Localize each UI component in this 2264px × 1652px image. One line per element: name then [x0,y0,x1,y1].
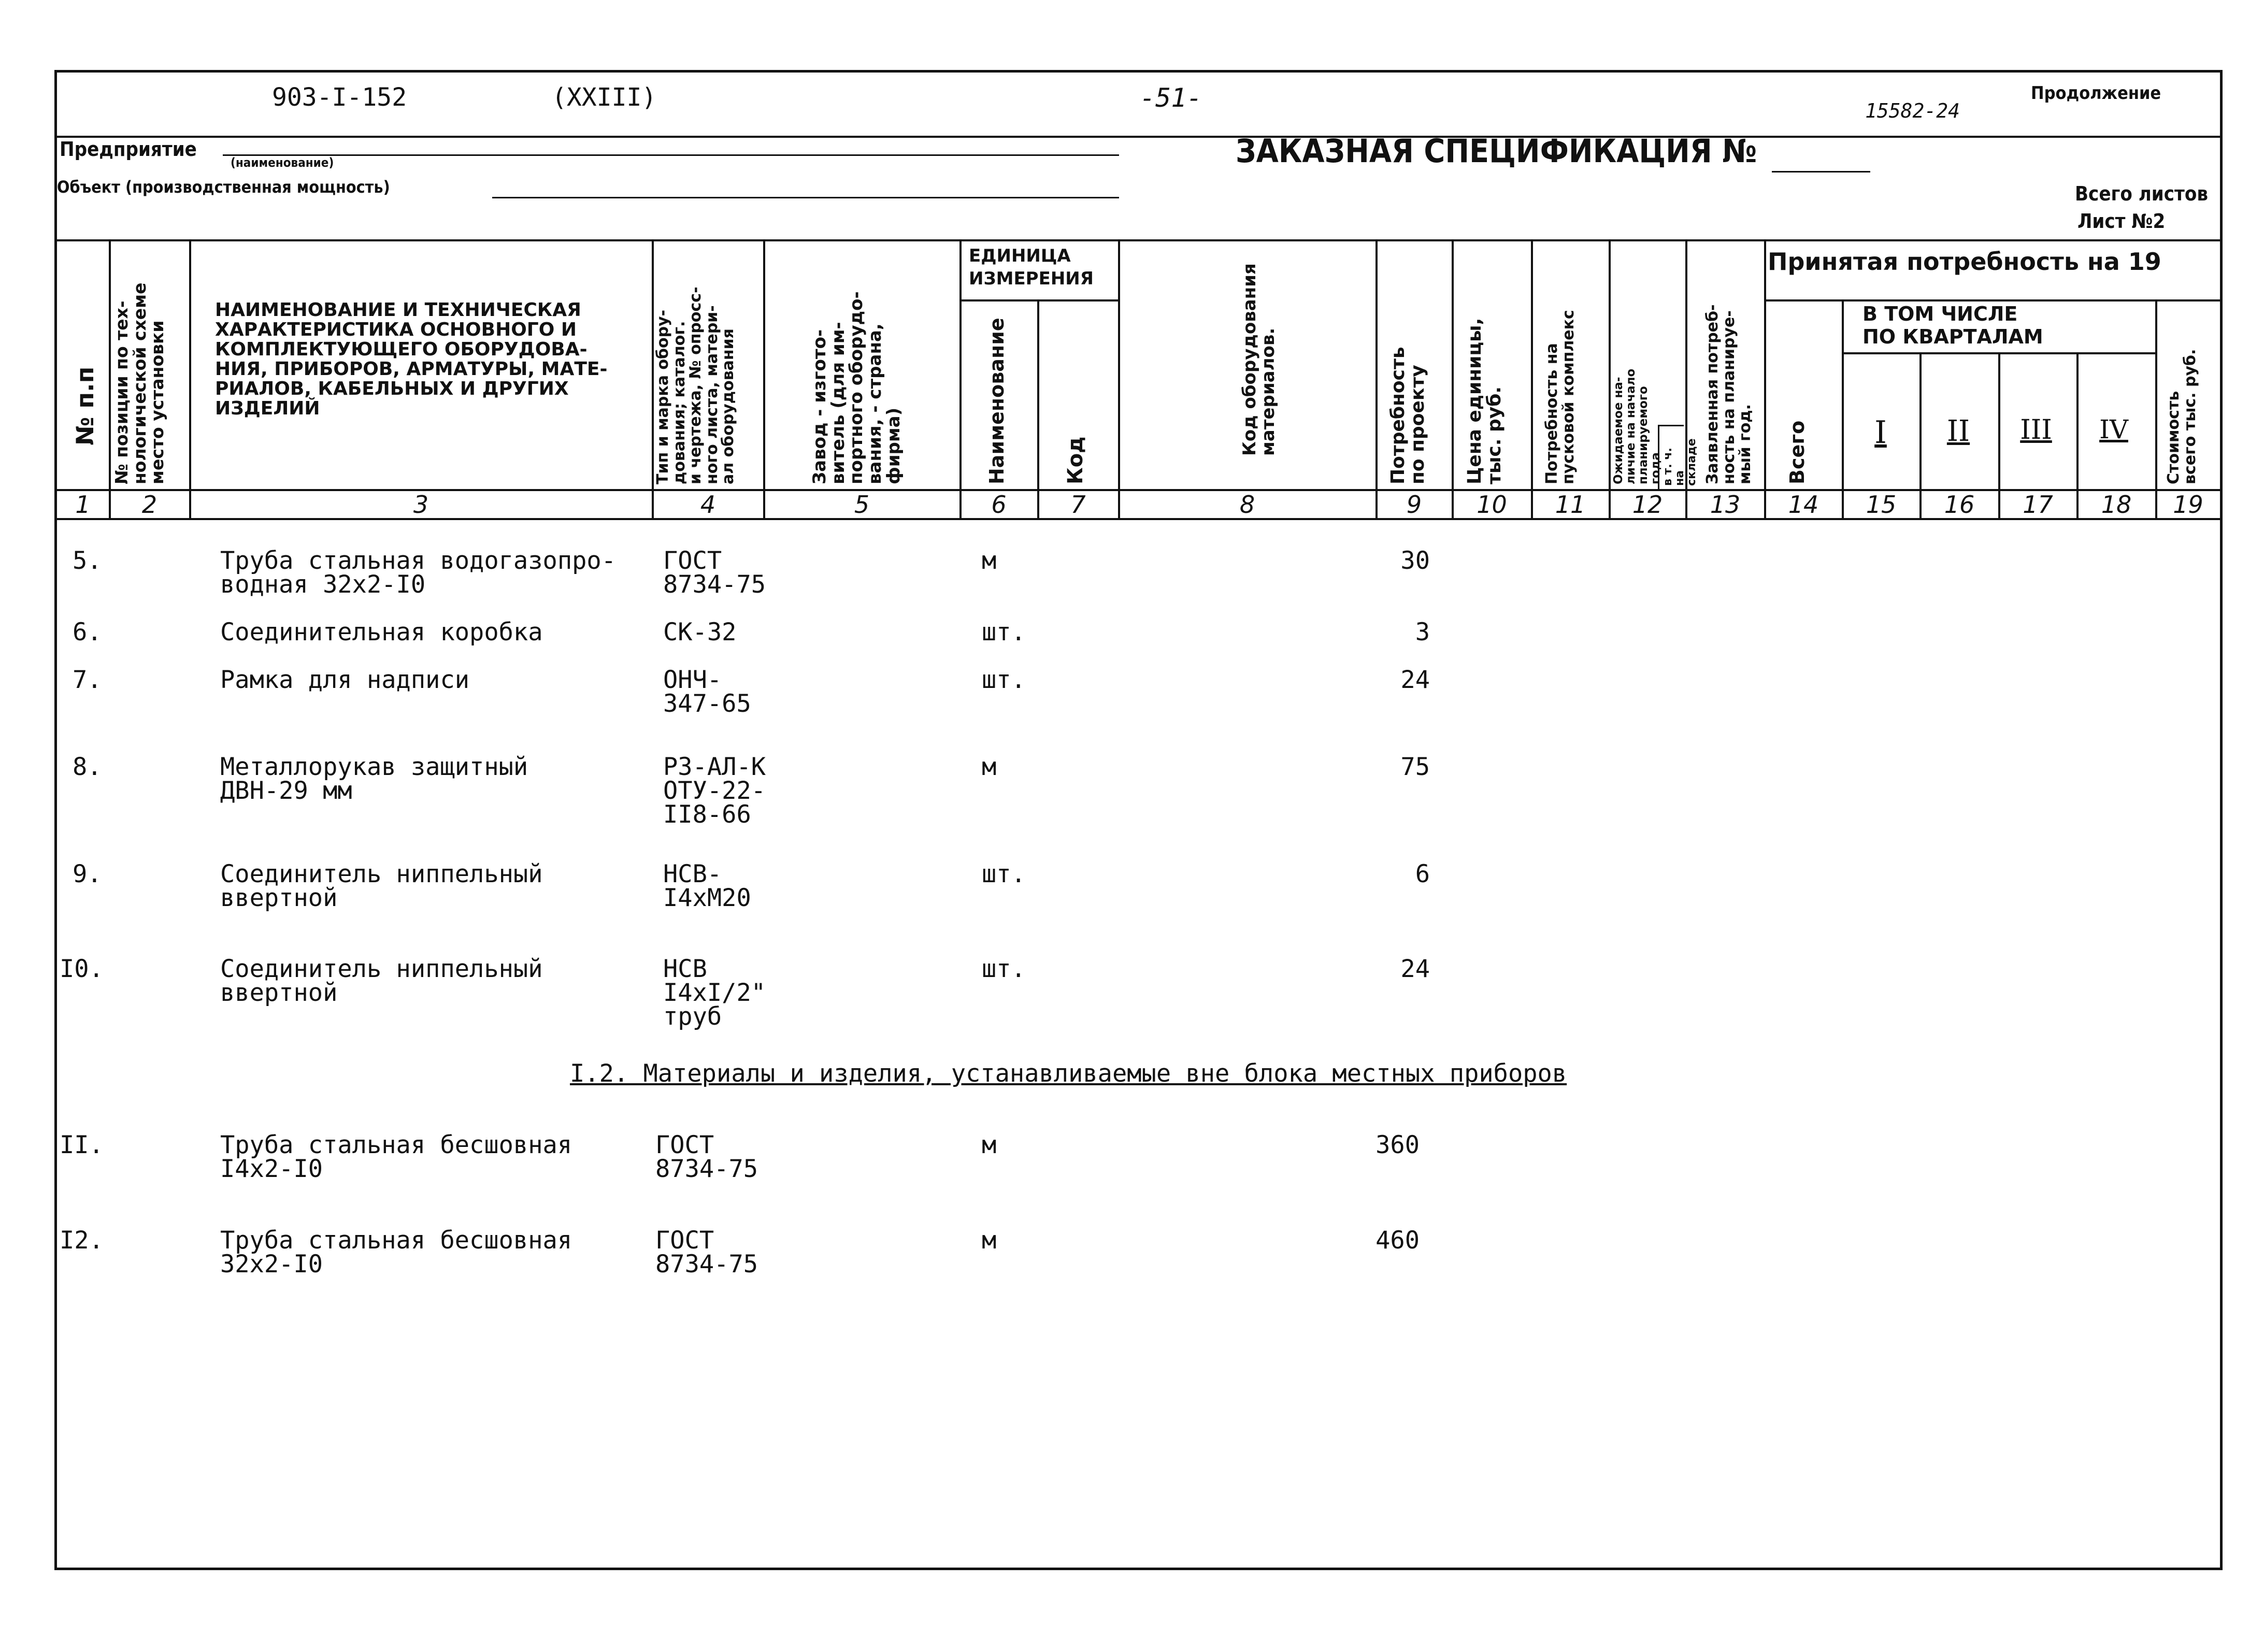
row-number: II. [60,1131,104,1159]
col-number-5: 5 [854,491,870,519]
header-equipment-code: Код оборудования материалов. [1239,263,1279,456]
col-line-7 [1118,239,1120,518]
header-declared-need: Заявленная потреб- ность на планируе- мый год. [1703,304,1754,484]
header-unit-name: Наименование [985,318,1008,484]
col-number-10: 10 [1477,491,1507,519]
row-unit: м [982,753,997,781]
sheet-number: Лист №2 [2077,210,2166,233]
header-accepted-need: Принятая потребность на 19 [1768,248,2161,276]
col-line-6 [1037,299,1039,518]
continuation-label: Продолжение [2031,83,2161,104]
header-unit: ЕДИНИЦА ИЗМЕРЕНИЯ [969,246,1094,289]
accepted-split-line [1764,299,2223,301]
header-quarters: В ТОМ ЧИСЛЕ ПО КВАРТАЛАМ [1862,303,2043,348]
header-unit-price: Цена единицы, тыс. руб. [1464,318,1505,484]
header-item-number: № п.п [71,366,99,446]
row-type: НСВ I4xI/2" труб [663,955,766,1031]
row-number: I2. [60,1226,104,1255]
row-name: Соединительная коробка [220,618,543,647]
row-unit: м [982,1226,997,1255]
col-line-8 [1375,239,1378,518]
row-name: Соединитель ниппельный ввертной [220,955,543,1007]
row-quantity: 24 [1400,666,1430,694]
header-manufacturer: Завод - изгото- витель (для им- портного оборудо- вания, - страна, фирма) [809,291,904,484]
header-quarter-4: IV [2099,414,2128,444]
col-number-6: 6 [991,491,1007,519]
col-number-15: 15 [1866,491,1897,519]
row-quantity: 3 [1415,618,1430,647]
row-quantity: 30 [1400,547,1430,575]
col-number-2: 2 [141,491,157,519]
col-line-13 [1764,239,1766,518]
row-name: Металлорукав защитный ДВН-29 мм [220,753,528,805]
col-number-14: 14 [1788,491,1819,519]
row-name: Соединитель ниппельный ввертной [220,860,543,912]
col-line-18 [2155,299,2157,518]
col-line-9 [1452,239,1454,518]
enterprise-line [223,154,1119,156]
rule [54,136,2223,138]
col-number-8: 8 [1239,491,1255,519]
header-expected: Ожидаемое на- личие на начало планируемого года [1612,368,1663,484]
header-unit-code: Код [1064,436,1087,484]
row-name: Труба стальная бесшовная I4x2-I0 [220,1131,572,1183]
row-unit: шт. [982,618,1026,647]
col-line-2 [189,239,191,518]
row-unit: шт. [982,666,1026,694]
col-number-7: 7 [1070,491,1086,519]
col-number-12: 12 [1632,491,1663,519]
row-type: ГОСТ 8734-75 [663,547,766,599]
row-unit: м [982,1131,997,1159]
header-position: № позиции по тех- нологической схеме место установки [111,282,168,484]
row-type: РЗ-АЛ-К ОТУ-22- II8-66 [663,753,766,829]
header-total: Всего [1786,420,1809,484]
col-number-13: 13 [1710,491,1741,519]
row-type: СК-32 [663,618,737,647]
col-number-16: 16 [1944,491,1975,519]
page-number: -51- [1140,83,1202,113]
page-frame [54,70,2223,1570]
row-unit: шт. [982,860,1026,888]
header-project-need: Потребность по проекту [1387,347,1428,484]
col-number-19: 19 [2173,491,2203,519]
spec-number-line [1772,171,1870,173]
row-number: 8. [73,753,102,781]
header-quarter-3: III [2020,414,2052,446]
row-number: 9. [73,860,102,888]
col-line-5 [959,239,962,518]
col-number-11: 11 [1555,491,1586,519]
row-unit: м [982,547,997,575]
total-sheets: Всего листов [2075,182,2208,205]
col-number-1: 1 [75,491,91,519]
row-type: ОНЧ- 347-65 [663,666,751,718]
header-name: НАИМЕНОВАНИЕ И ТЕХНИЧЕСКАЯ ХАРАКТЕРИСТИКА ОСНОВНОГО И КОМПЛЕКТУЮЩЕГО ОБОРУДОВА- НИЯ, ПРИБОРОВ, АРМАТУРЫ, МАТЕ- РИАЛОВ, КАБЕЛЬНЫХ И ДРУГИХ ИЗДЕЛИЙ [215,299,608,419]
row-quantity: 460 [1375,1226,1420,1255]
object-label: Объект (производственная мощность) [57,177,390,197]
col-line-14 [1842,299,1844,518]
header-type: Тип и марка обору- дования; каталог. и чертежа, № опросс- ного листа, матери- ал оборудования [654,286,737,484]
enterprise-label: Предприятие [60,138,197,161]
row-number: 7. [73,666,102,694]
enterprise-sublabel: (наименование) [231,155,334,170]
col-line-10 [1531,239,1533,518]
row-number: 5. [73,547,102,575]
header-top-line [54,239,2223,241]
row-quantity: 75 [1400,753,1430,781]
spec-title: ЗАКАЗНАЯ СПЕЦИФИКАЦИЯ № [1236,132,1757,170]
section-heading: I.2. Материалы и изделия, устанавливаемые вне блока местных приборов [570,1059,1567,1088]
col-line-11 [1609,239,1611,518]
header-cost: Стоимость всего тыс. руб. [2165,349,2199,484]
row-name: Рамка для надписи [220,666,470,694]
col-number-9: 9 [1406,491,1422,519]
row-quantity: 24 [1400,955,1430,983]
row-number: 6. [73,618,102,647]
header-quarter-2: II [1946,414,1970,448]
row-unit: шт. [982,955,1026,983]
album-number: (XXIII) [552,83,657,112]
document-code: 903-I-152 [272,83,407,112]
header-in-stock: в т. ч. на складе [1661,438,1699,486]
col-number-4: 4 [700,491,716,519]
col-line-1 [109,239,111,518]
row-type: НСВ- I4xМ20 [663,860,751,912]
col-number-18: 18 [2101,491,2132,519]
row-number: I0. [60,955,104,983]
header-launch-need: Потребность на пусковой комплекс [1543,310,1578,484]
header-quarter-1: I [1874,414,1887,451]
row-name: Труба стальная бесшовная 32x2-I0 [220,1226,572,1278]
row-quantity: 6 [1415,860,1430,888]
col-line-4 [763,239,765,518]
row-type: ГОСТ 8734-75 [655,1226,758,1278]
row-name: Труба стальная водогазопро- водная 32x2-I0 [220,547,617,599]
col-number-3: 3 [413,491,429,519]
col-number-17: 17 [2023,491,2053,519]
row-quantity: 360 [1375,1131,1420,1159]
row-type: ГОСТ 8734-75 [655,1131,758,1183]
object-line [492,197,1119,198]
sheet-code: 15582-24 [1865,99,1960,122]
